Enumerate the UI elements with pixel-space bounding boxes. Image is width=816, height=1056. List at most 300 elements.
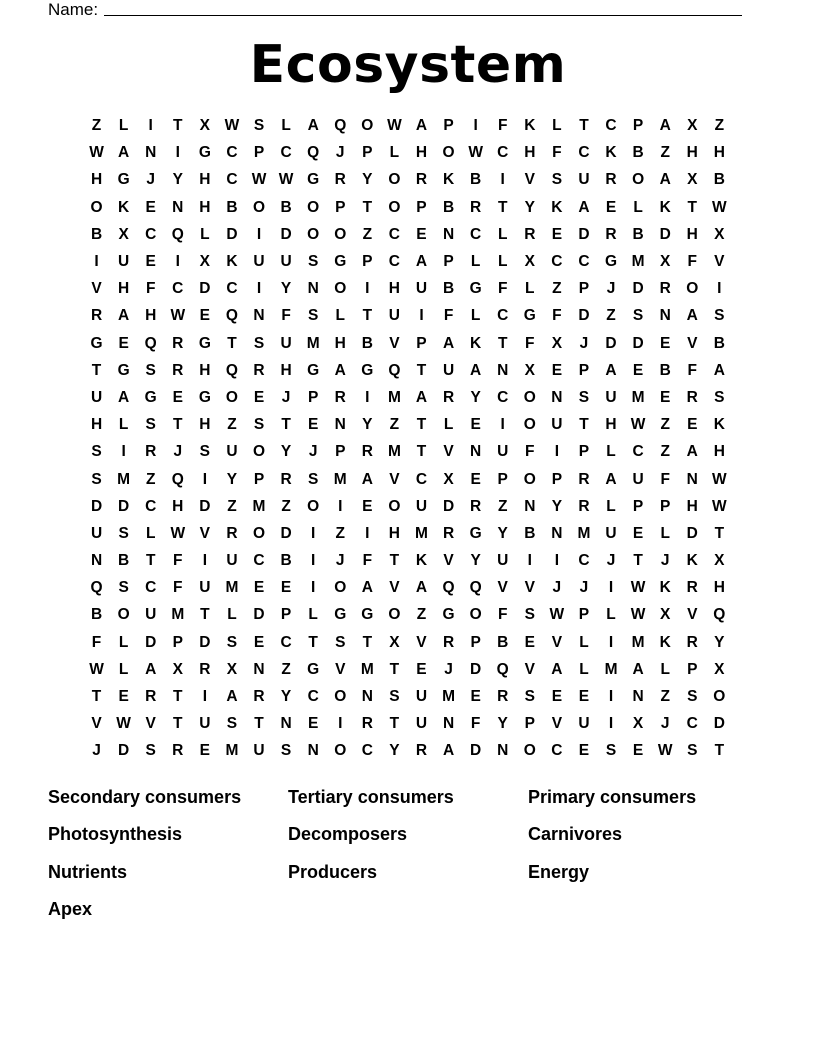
grid-letter[interactable]: H bbox=[686, 144, 698, 162]
grid-letter[interactable]: D bbox=[470, 660, 482, 678]
grid-letter[interactable]: P bbox=[551, 470, 563, 488]
grid-letter[interactable]: T bbox=[389, 660, 400, 678]
grid-letter[interactable]: S bbox=[145, 416, 156, 434]
grid-letter[interactable]: H bbox=[686, 497, 698, 515]
grid-letter[interactable]: U bbox=[415, 688, 428, 706]
grid-letter[interactable]: E bbox=[145, 253, 156, 271]
grid-letter[interactable]: V bbox=[389, 579, 400, 597]
grid-letter[interactable]: T bbox=[308, 633, 318, 651]
grid-letter[interactable]: S bbox=[335, 633, 346, 651]
word-search-grid[interactable] bbox=[83, 112, 733, 765]
grid-letter[interactable]: G bbox=[307, 361, 320, 379]
grid-letter[interactable]: R bbox=[686, 388, 698, 406]
grid-letter[interactable]: C bbox=[145, 579, 157, 597]
grid-letter[interactable]: C bbox=[280, 144, 292, 162]
grid-letter[interactable]: N bbox=[524, 497, 536, 515]
grid-letter[interactable]: S bbox=[307, 470, 319, 488]
grid-letter[interactable]: O bbox=[388, 606, 401, 624]
grid-letter[interactable]: E bbox=[280, 579, 292, 597]
grid-letter[interactable]: D bbox=[253, 606, 265, 624]
grid-letter[interactable]: J bbox=[173, 443, 183, 461]
grid-letter[interactable]: R bbox=[334, 388, 346, 406]
grid-letter[interactable]: O bbox=[632, 171, 645, 189]
grid-letter[interactable]: O bbox=[523, 416, 536, 434]
grid-letter[interactable]: R bbox=[145, 443, 157, 461]
grid-letter[interactable]: H bbox=[713, 144, 725, 162]
grid-letter[interactable]: C bbox=[388, 253, 400, 271]
grid-letter[interactable]: T bbox=[389, 552, 400, 570]
grid-letter[interactable]: C bbox=[497, 307, 509, 325]
grid-letter[interactable]: A bbox=[551, 660, 563, 678]
grid-letter[interactable]: S bbox=[632, 307, 644, 325]
grid-letter[interactable]: E bbox=[253, 388, 265, 406]
grid-letter[interactable]: M bbox=[225, 579, 239, 597]
grid-letter[interactable]: O bbox=[361, 117, 374, 135]
grid-letter[interactable]: L bbox=[470, 307, 481, 325]
grid-letter[interactable]: N bbox=[551, 388, 563, 406]
grid-letter[interactable]: Q bbox=[225, 361, 238, 379]
grid-letter[interactable]: K bbox=[605, 144, 617, 162]
grid-letter[interactable]: L bbox=[497, 253, 508, 271]
grid-letter[interactable]: Z bbox=[281, 497, 291, 515]
grid-letter[interactable]: H bbox=[199, 171, 211, 189]
grid-letter[interactable]: C bbox=[253, 552, 265, 570]
grid-letter[interactable]: O bbox=[307, 497, 320, 515]
grid-letter[interactable]: H bbox=[90, 171, 103, 189]
grid-letter[interactable]: D bbox=[118, 742, 130, 760]
grid-letter[interactable]: P bbox=[578, 280, 590, 298]
grid-letter[interactable]: I bbox=[365, 388, 370, 406]
grid-letter[interactable]: O bbox=[523, 388, 536, 406]
grid-letter[interactable]: R bbox=[442, 388, 455, 406]
grid-letter[interactable]: E bbox=[660, 388, 671, 406]
grid-letter[interactable]: B bbox=[280, 198, 292, 216]
grid-letter[interactable]: C bbox=[632, 443, 644, 461]
grid-letter[interactable]: A bbox=[659, 171, 671, 189]
grid-letter[interactable]: Y bbox=[524, 198, 535, 216]
grid-letter[interactable]: W bbox=[630, 606, 646, 624]
grid-letter[interactable]: D bbox=[199, 633, 211, 651]
grid-letter[interactable]: L bbox=[633, 198, 643, 216]
grid-letter[interactable]: A bbox=[361, 579, 373, 597]
grid-letter[interactable]: F bbox=[552, 144, 562, 162]
grid-letter[interactable]: P bbox=[578, 361, 590, 379]
grid-letter[interactable]: N bbox=[172, 198, 184, 216]
grid-letter[interactable]: T bbox=[362, 198, 373, 216]
grid-letter[interactable]: F bbox=[470, 715, 481, 733]
grid-letter[interactable]: W bbox=[657, 742, 673, 760]
grid-letter[interactable]: W bbox=[712, 497, 727, 515]
grid-letter[interactable]: B bbox=[659, 361, 671, 379]
grid-letter[interactable]: J bbox=[335, 144, 345, 162]
grid-letter[interactable]: G bbox=[307, 171, 320, 189]
grid-letter[interactable]: D bbox=[713, 715, 725, 733]
grid-letter[interactable]: K bbox=[686, 552, 698, 570]
grid-letter[interactable]: P bbox=[335, 443, 346, 461]
grid-letter[interactable]: S bbox=[714, 388, 725, 406]
grid-letter[interactable]: E bbox=[199, 742, 211, 760]
grid-letter[interactable]: K bbox=[659, 579, 671, 597]
grid-letter[interactable]: O bbox=[523, 470, 536, 488]
grid-letter[interactable]: M bbox=[387, 388, 401, 406]
grid-letter[interactable]: E bbox=[307, 715, 319, 733]
grid-letter[interactable]: N bbox=[497, 361, 509, 379]
grid-letter[interactable]: V bbox=[199, 524, 211, 542]
grid-letter[interactable]: Z bbox=[552, 280, 562, 298]
grid-letter[interactable]: G bbox=[198, 334, 211, 352]
grid-letter[interactable]: K bbox=[524, 117, 536, 135]
grid-letter[interactable]: Q bbox=[307, 144, 320, 162]
grid-letter[interactable]: F bbox=[173, 552, 183, 570]
grid-letter[interactable]: U bbox=[578, 715, 590, 733]
grid-letter[interactable]: I bbox=[256, 280, 262, 298]
grid-letter[interactable]: I bbox=[527, 552, 532, 570]
grid-letter[interactable]: B bbox=[361, 334, 373, 352]
name-blank-line[interactable] bbox=[104, 15, 742, 16]
grid-letter[interactable]: D bbox=[632, 334, 644, 352]
grid-letter[interactable]: S bbox=[524, 688, 535, 706]
grid-letter[interactable]: V bbox=[524, 660, 535, 678]
grid-letter[interactable]: U bbox=[118, 253, 130, 271]
grid-letter[interactable]: U bbox=[415, 280, 428, 298]
grid-letter[interactable]: E bbox=[416, 225, 427, 243]
grid-letter[interactable]: W bbox=[387, 117, 402, 135]
grid-letter[interactable]: U bbox=[578, 171, 590, 189]
grid-letter[interactable]: R bbox=[253, 688, 265, 706]
grid-letter[interactable]: F bbox=[660, 470, 670, 488]
grid-letter[interactable]: E bbox=[470, 416, 481, 434]
grid-letter[interactable]: Z bbox=[606, 307, 616, 325]
grid-letter[interactable]: Y bbox=[226, 470, 238, 488]
grid-letter[interactable]: N bbox=[442, 715, 455, 733]
grid-letter[interactable]: F bbox=[497, 280, 508, 298]
grid-letter[interactable]: O bbox=[388, 198, 401, 216]
grid-letter[interactable]: D bbox=[442, 497, 455, 515]
grid-letter[interactable]: R bbox=[524, 225, 536, 243]
grid-letter[interactable]: Z bbox=[497, 497, 508, 515]
grid-letter[interactable]: F bbox=[145, 280, 156, 298]
grid-letter[interactable]: L bbox=[118, 117, 129, 135]
grid-letter[interactable]: W bbox=[712, 198, 727, 216]
grid-letter[interactable]: Y bbox=[497, 715, 508, 733]
grid-letter[interactable]: I bbox=[121, 443, 126, 461]
grid-letter[interactable]: R bbox=[172, 334, 184, 352]
grid-letter[interactable]: N bbox=[686, 470, 698, 488]
grid-letter[interactable]: T bbox=[91, 688, 102, 706]
grid-letter[interactable]: L bbox=[443, 416, 454, 434]
grid-letter[interactable]: T bbox=[416, 361, 427, 379]
grid-letter[interactable]: Y bbox=[280, 688, 292, 706]
grid-letter[interactable]: N bbox=[90, 552, 103, 570]
grid-letter[interactable]: V bbox=[389, 334, 400, 352]
grid-letter[interactable]: I bbox=[500, 416, 505, 434]
grid-letter[interactable]: N bbox=[659, 307, 671, 325]
grid-letter[interactable]: G bbox=[469, 280, 482, 298]
grid-letter[interactable]: G bbox=[442, 606, 455, 624]
grid-letter[interactable]: J bbox=[308, 443, 318, 461]
grid-letter[interactable]: T bbox=[281, 416, 291, 434]
grid-letter[interactable]: F bbox=[362, 552, 373, 570]
grid-letter[interactable]: G bbox=[361, 606, 374, 624]
grid-letter[interactable]: G bbox=[117, 361, 130, 379]
grid-letter[interactable]: Z bbox=[227, 416, 237, 434]
grid-letter[interactable]: S bbox=[280, 742, 292, 760]
grid-letter[interactable]: B bbox=[524, 524, 536, 542]
grid-letter[interactable]: F bbox=[525, 334, 535, 352]
grid-letter[interactable]: K bbox=[415, 552, 428, 570]
grid-letter[interactable]: A bbox=[118, 388, 130, 406]
grid-letter[interactable]: S bbox=[524, 606, 535, 624]
grid-letter[interactable]: G bbox=[361, 361, 374, 379]
grid-letter[interactable]: U bbox=[415, 715, 428, 733]
grid-letter[interactable]: E bbox=[253, 579, 265, 597]
grid-letter[interactable]: I bbox=[608, 688, 614, 706]
grid-letter[interactable]: U bbox=[253, 742, 265, 760]
grid-letter[interactable]: L bbox=[525, 280, 535, 298]
grid-letter[interactable]: E bbox=[470, 470, 481, 488]
grid-letter[interactable]: Y bbox=[362, 171, 373, 189]
grid-letter[interactable]: V bbox=[416, 633, 427, 651]
grid-letter[interactable]: E bbox=[578, 742, 590, 760]
grid-letter[interactable]: U bbox=[497, 552, 509, 570]
grid-letter[interactable]: S bbox=[578, 388, 590, 406]
grid-letter[interactable]: P bbox=[524, 715, 535, 733]
grid-letter[interactable]: H bbox=[199, 416, 211, 434]
grid-letter[interactable]: D bbox=[280, 225, 292, 243]
grid-letter[interactable]: U bbox=[90, 524, 103, 542]
grid-letter[interactable]: R bbox=[145, 688, 157, 706]
grid-letter[interactable]: A bbox=[415, 579, 428, 597]
grid-letter[interactable]: R bbox=[334, 171, 346, 189]
grid-letter[interactable]: A bbox=[118, 307, 130, 325]
grid-letter[interactable]: I bbox=[94, 253, 99, 271]
grid-letter[interactable]: D bbox=[280, 524, 292, 542]
grid-letter[interactable]: T bbox=[362, 633, 373, 651]
grid-letter[interactable]: Z bbox=[227, 497, 237, 515]
grid-letter[interactable]: R bbox=[415, 171, 428, 189]
grid-letter[interactable]: M bbox=[442, 688, 456, 706]
grid-letter[interactable]: C bbox=[497, 144, 509, 162]
grid-letter[interactable]: E bbox=[605, 198, 617, 216]
grid-letter[interactable]: T bbox=[91, 361, 102, 379]
grid-letter[interactable]: Y bbox=[172, 171, 183, 189]
grid-letter[interactable]: B bbox=[442, 280, 455, 298]
grid-letter[interactable]: Q bbox=[144, 334, 157, 352]
grid-letter[interactable]: D bbox=[605, 334, 617, 352]
grid-letter[interactable]: G bbox=[523, 307, 536, 325]
grid-letter[interactable]: A bbox=[415, 117, 428, 135]
grid-letter[interactable]: F bbox=[687, 361, 697, 379]
grid-letter[interactable]: C bbox=[578, 253, 590, 271]
grid-letter[interactable]: T bbox=[416, 443, 427, 461]
grid-letter[interactable]: E bbox=[172, 388, 183, 406]
grid-letter[interactable]: X bbox=[118, 225, 129, 243]
grid-letter[interactable]: K bbox=[226, 253, 238, 271]
grid-letter[interactable]: Q bbox=[388, 361, 401, 379]
grid-letter[interactable]: B bbox=[442, 198, 455, 216]
grid-letter[interactable]: H bbox=[145, 307, 157, 325]
grid-letter[interactable]: I bbox=[473, 117, 478, 135]
grid-letter[interactable]: S bbox=[118, 524, 129, 542]
grid-letter[interactable]: B bbox=[280, 552, 292, 570]
grid-letter[interactable]: D bbox=[578, 307, 590, 325]
grid-letter[interactable]: C bbox=[551, 253, 563, 271]
grid-letter[interactable]: V bbox=[335, 660, 346, 678]
grid-letter[interactable]: C bbox=[280, 633, 292, 651]
grid-letter[interactable]: H bbox=[605, 416, 617, 434]
grid-letter[interactable]: E bbox=[118, 688, 129, 706]
grid-letter[interactable]: O bbox=[334, 742, 347, 760]
grid-letter[interactable]: J bbox=[335, 552, 345, 570]
grid-letter[interactable]: E bbox=[551, 688, 563, 706]
grid-letter[interactable]: E bbox=[253, 633, 265, 651]
grid-letter[interactable]: D bbox=[145, 633, 157, 651]
grid-letter[interactable]: S bbox=[687, 688, 698, 706]
grid-letter[interactable]: Y bbox=[497, 524, 508, 542]
grid-letter[interactable]: H bbox=[388, 280, 400, 298]
grid-letter[interactable]: E bbox=[118, 334, 129, 352]
grid-letter[interactable]: H bbox=[199, 198, 211, 216]
grid-letter[interactable]: K bbox=[551, 198, 563, 216]
grid-letter[interactable]: W bbox=[468, 144, 483, 162]
grid-letter[interactable]: T bbox=[389, 715, 400, 733]
grid-letter[interactable]: D bbox=[686, 524, 698, 542]
grid-letter[interactable]: R bbox=[686, 633, 698, 651]
grid-letter[interactable]: G bbox=[334, 253, 347, 271]
grid-letter[interactable]: I bbox=[175, 253, 180, 271]
grid-letter[interactable]: C bbox=[307, 688, 319, 706]
grid-letter[interactable]: O bbox=[334, 579, 347, 597]
grid-letter[interactable]: N bbox=[442, 225, 455, 243]
grid-letter[interactable]: M bbox=[604, 660, 618, 678]
grid-letter[interactable]: V bbox=[443, 552, 454, 570]
grid-letter[interactable]: H bbox=[334, 334, 346, 352]
grid-letter[interactable]: U bbox=[280, 334, 292, 352]
grid-letter[interactable]: X bbox=[660, 606, 671, 624]
grid-letter[interactable]: R bbox=[253, 361, 265, 379]
grid-letter[interactable]: V bbox=[524, 579, 535, 597]
grid-letter[interactable]: P bbox=[660, 497, 671, 515]
grid-letter[interactable]: Q bbox=[442, 579, 455, 597]
grid-letter[interactable]: V bbox=[497, 579, 508, 597]
grid-letter[interactable]: R bbox=[361, 715, 373, 733]
grid-letter[interactable]: O bbox=[334, 688, 347, 706]
grid-letter[interactable]: S bbox=[118, 579, 129, 597]
grid-letter[interactable]: J bbox=[444, 660, 453, 678]
grid-letter[interactable]: S bbox=[714, 307, 725, 325]
grid-letter[interactable]: N bbox=[632, 688, 644, 706]
grid-letter[interactable]: M bbox=[577, 524, 591, 542]
grid-letter[interactable]: A bbox=[632, 660, 644, 678]
grid-letter[interactable]: A bbox=[686, 307, 698, 325]
grid-letter[interactable]: L bbox=[118, 660, 129, 678]
grid-letter[interactable]: A bbox=[415, 388, 428, 406]
grid-letter[interactable]: B bbox=[470, 171, 482, 189]
grid-letter[interactable]: I bbox=[365, 280, 370, 298]
grid-letter[interactable]: J bbox=[146, 171, 155, 189]
grid-letter[interactable]: L bbox=[200, 225, 210, 243]
grid-letter[interactable]: P bbox=[253, 470, 265, 488]
grid-letter[interactable]: K bbox=[470, 334, 482, 352]
grid-letter[interactable]: U bbox=[388, 307, 400, 325]
grid-letter[interactable]: S bbox=[307, 307, 319, 325]
grid-letter[interactable]: Z bbox=[389, 416, 400, 434]
grid-letter[interactable]: Q bbox=[171, 225, 184, 243]
grid-letter[interactable]: T bbox=[579, 117, 589, 135]
grid-letter[interactable]: R bbox=[280, 470, 292, 488]
grid-letter[interactable]: R bbox=[605, 171, 617, 189]
grid-letter[interactable]: W bbox=[170, 524, 186, 542]
grid-letter[interactable]: C bbox=[145, 225, 157, 243]
grid-letter[interactable]: I bbox=[608, 633, 614, 651]
grid-letter[interactable]: J bbox=[579, 579, 589, 597]
grid-letter[interactable]: Y bbox=[389, 742, 400, 760]
grid-letter[interactable]: E bbox=[687, 416, 698, 434]
grid-letter[interactable]: A bbox=[334, 361, 346, 379]
grid-letter[interactable]: D bbox=[226, 225, 238, 243]
grid-letter[interactable]: E bbox=[524, 633, 535, 651]
grid-letter[interactable]: Y bbox=[551, 497, 563, 515]
grid-letter[interactable]: R bbox=[199, 660, 211, 678]
grid-letter[interactable]: M bbox=[306, 334, 320, 352]
grid-letter[interactable]: V bbox=[443, 443, 454, 461]
grid-letter[interactable]: L bbox=[579, 660, 589, 678]
grid-letter[interactable]: Y bbox=[714, 633, 725, 651]
grid-letter[interactable]: O bbox=[469, 606, 482, 624]
grid-letter[interactable]: S bbox=[226, 633, 238, 651]
grid-letter[interactable]: V bbox=[145, 715, 156, 733]
grid-letter[interactable]: C bbox=[578, 144, 590, 162]
grid-letter[interactable]: U bbox=[253, 253, 265, 271]
grid-letter[interactable]: I bbox=[311, 552, 316, 570]
grid-letter[interactable]: S bbox=[253, 416, 265, 434]
grid-letter[interactable]: P bbox=[362, 253, 373, 271]
grid-letter[interactable]: H bbox=[388, 524, 400, 542]
grid-letter[interactable]: G bbox=[469, 524, 482, 542]
grid-letter[interactable]: W bbox=[116, 715, 131, 733]
grid-letter[interactable]: U bbox=[442, 361, 455, 379]
grid-letter[interactable]: A bbox=[605, 361, 617, 379]
grid-letter[interactable]: R bbox=[90, 307, 103, 325]
grid-letter[interactable]: Z bbox=[660, 443, 670, 461]
grid-letter[interactable]: Y bbox=[280, 443, 292, 461]
grid-letter[interactable]: I bbox=[717, 280, 722, 298]
grid-letter[interactable]: A bbox=[713, 361, 725, 379]
grid-letter[interactable]: Z bbox=[362, 225, 373, 243]
grid-letter[interactable]: L bbox=[606, 497, 616, 515]
grid-letter[interactable]: N bbox=[307, 280, 319, 298]
grid-letter[interactable]: T bbox=[416, 416, 427, 434]
grid-letter[interactable]: R bbox=[470, 497, 482, 515]
grid-letter[interactable]: F bbox=[525, 443, 535, 461]
grid-letter[interactable]: Z bbox=[145, 470, 156, 488]
grid-letter[interactable]: L bbox=[470, 253, 481, 271]
grid-letter[interactable]: J bbox=[92, 742, 101, 760]
grid-letter[interactable]: T bbox=[227, 334, 237, 352]
grid-letter[interactable]: R bbox=[497, 688, 509, 706]
grid-letter[interactable]: D bbox=[199, 280, 211, 298]
grid-letter[interactable]: T bbox=[254, 715, 264, 733]
grid-letter[interactable]: V bbox=[551, 715, 563, 733]
grid-letter[interactable]: U bbox=[605, 388, 617, 406]
grid-letter[interactable]: A bbox=[118, 144, 130, 162]
grid-letter[interactable]: N bbox=[334, 416, 346, 434]
grid-letter[interactable]: V bbox=[91, 715, 102, 733]
grid-letter[interactable]: P bbox=[307, 388, 319, 406]
grid-letter[interactable]: P bbox=[280, 606, 292, 624]
grid-letter[interactable]: G bbox=[90, 334, 103, 352]
grid-letter[interactable]: F bbox=[497, 606, 508, 624]
